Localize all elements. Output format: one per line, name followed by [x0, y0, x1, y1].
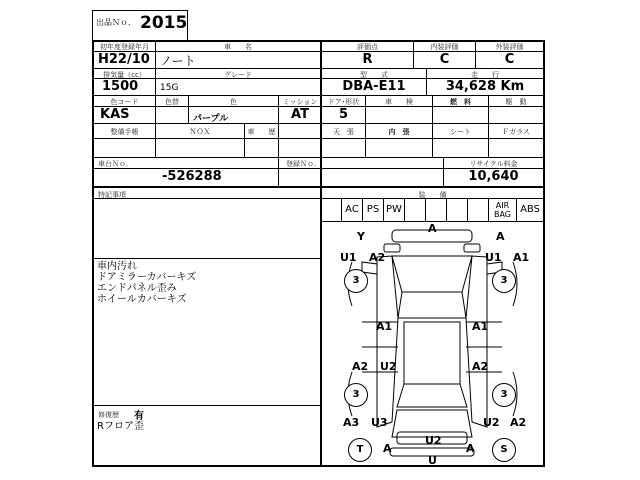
damage-code: A: [428, 222, 437, 235]
model-value: DBA-E11: [342, 79, 406, 94]
repair-history-header: 修復歴: [98, 411, 119, 419]
doors-value: 5: [338, 107, 349, 122]
equipment-abs: ABS: [520, 204, 540, 215]
damage-code: A3: [343, 416, 360, 429]
chassis-value: -526288: [162, 169, 222, 184]
right-side: [466, 256, 487, 427]
repair-note: Rフロア歪: [97, 421, 144, 432]
interior-trim-header: 内 張: [388, 128, 410, 136]
repair-history-value: 有: [134, 411, 144, 422]
remarks-notes: [97, 261, 196, 305]
doors-header: ドア･形状: [327, 98, 360, 106]
mileage-value: 34,628 Km: [445, 79, 525, 94]
transmission-header: ミッション: [282, 98, 318, 106]
displacement-value: 1500: [102, 79, 139, 94]
tire-tread-circle: 3: [492, 383, 516, 407]
damage-code: U1: [340, 251, 357, 264]
headliner-header: 天 張: [333, 128, 354, 136]
car-header: 車 名: [224, 43, 252, 51]
damage-code: A2: [510, 416, 527, 429]
year-value: H22/10: [98, 52, 150, 67]
tire-tread-circle: T: [348, 438, 372, 462]
score-header: 評価点: [357, 43, 378, 51]
damage-code: A1: [376, 320, 393, 333]
headlight-right: [464, 244, 480, 252]
equipment-pw: PW: [386, 204, 402, 215]
nox-header: ＮＯＸ: [189, 128, 211, 136]
tire-tread-circle: 3: [344, 269, 368, 293]
equipment-cell: [322, 199, 341, 221]
model-header: 型 式: [360, 71, 388, 79]
left-side: [377, 256, 398, 427]
tire-tread-circle: 3: [492, 269, 516, 293]
service-book-header: 整備手帳: [110, 128, 139, 136]
remarks-header: 特記事項: [98, 191, 126, 199]
interior-value: C: [439, 52, 450, 67]
damage-code: A: [383, 442, 392, 455]
damage-code: A2: [352, 360, 369, 373]
color-value: パープル: [193, 114, 229, 124]
year-header: 初年度登録年月: [100, 43, 149, 51]
color-change-header: 色替: [165, 98, 179, 106]
roof: [404, 322, 460, 384]
fuel-header: 燃 料: [450, 98, 471, 106]
transmission-value: AT: [291, 107, 309, 122]
displacement-header: 排気量（cc）: [103, 71, 146, 79]
damage-code: U2: [425, 434, 442, 447]
headlight-left: [384, 244, 400, 252]
recycle-value: 10,640: [468, 169, 519, 184]
frame-bottom: [92, 465, 545, 467]
inspection-header: 車 検: [385, 98, 413, 106]
registration-header: 登録Ｎｏ．: [286, 160, 321, 168]
damage-code: A: [466, 442, 475, 455]
damage-code: U2: [380, 360, 397, 373]
score-value: R: [362, 52, 373, 67]
damage-code: U2: [483, 416, 500, 429]
tire-tread-circle: S: [492, 438, 516, 462]
rear-window: [397, 384, 467, 407]
equipment-airbag: [489, 199, 516, 223]
equipment-header: 装 備: [418, 191, 447, 199]
damage-code: A1: [513, 251, 530, 264]
seat-header: シート: [450, 128, 471, 136]
airbag-label: AIR BAG: [493, 201, 512, 219]
history-header: 車 歴: [247, 128, 276, 136]
recycle-header: リサイクル料金: [469, 160, 518, 168]
lot-number: 2015: [140, 13, 188, 33]
mileage-header: 走 行: [471, 71, 499, 79]
remark-line: 車内汚れ: [97, 261, 137, 272]
remark-line: エンドパネル歪み: [97, 283, 177, 294]
frame-right: [543, 40, 545, 467]
remark-line: ドアミラーカバーキズ: [97, 272, 197, 283]
grade-value: 15G: [160, 83, 179, 93]
damage-code: A: [496, 230, 505, 243]
color-code-header: 色コード: [110, 98, 139, 106]
lot-label: 出品Ｎｏ．: [96, 18, 136, 27]
equipment-ac: AC: [345, 204, 359, 215]
remark-line: ホイールカバーキズ: [97, 294, 187, 305]
car-value: ノート: [160, 54, 196, 68]
windshield: [398, 292, 466, 318]
damage-code: A1: [472, 320, 489, 333]
chassis-header: 車台Ｎｏ．: [98, 160, 133, 168]
damage-code: U: [428, 454, 437, 467]
drive-header: 駆 動: [505, 98, 527, 106]
interior-header: 内装評価: [430, 43, 459, 51]
exterior-header: 外装評価: [495, 43, 524, 51]
hood: [392, 256, 472, 292]
equipment-ps: PS: [366, 204, 380, 215]
grade-header: グレード: [224, 71, 252, 79]
front-glass-header: Ｆガラス: [502, 128, 530, 136]
damage-code: Y: [357, 230, 365, 243]
color-code-value: KAS: [100, 107, 130, 122]
damage-code: A2: [472, 360, 489, 373]
tailgate: [392, 410, 472, 437]
damage-code: U1: [485, 251, 502, 264]
color-header: 色: [230, 98, 237, 106]
tire-tread-circle: 3: [344, 383, 368, 407]
damage-code: U3: [371, 416, 388, 429]
exterior-value: C: [504, 52, 515, 67]
damage-code: A2: [369, 251, 386, 264]
